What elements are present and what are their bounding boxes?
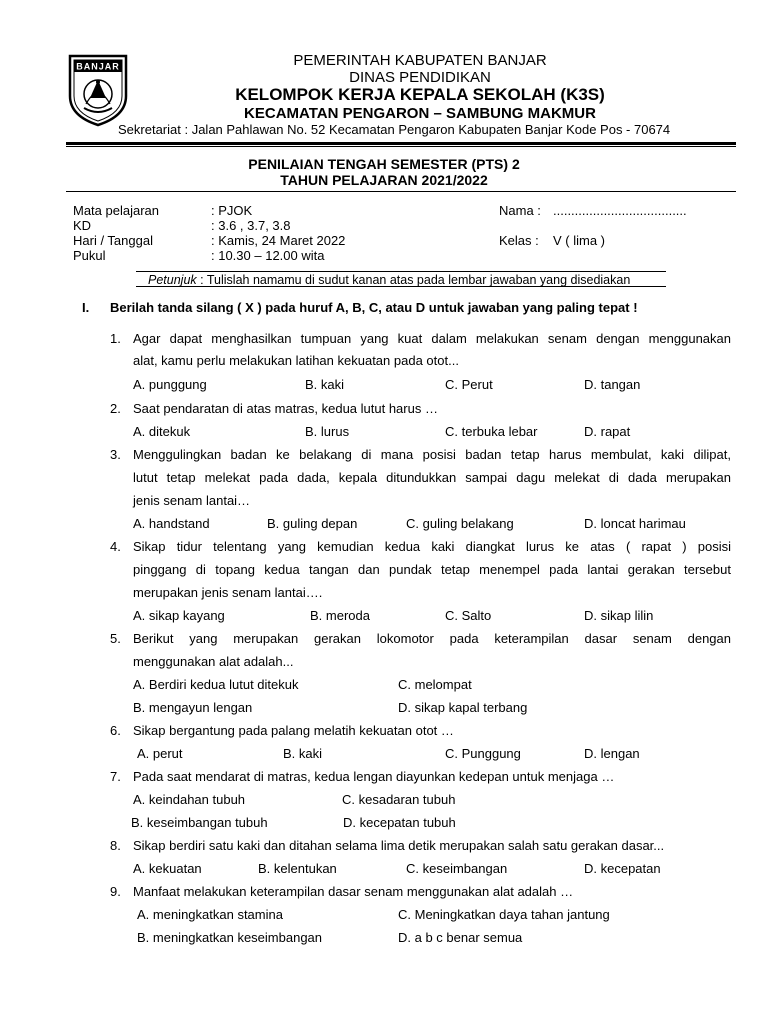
- answer-option[interactable]: B. keseimbangan tubuh: [131, 815, 268, 830]
- class-label: Kelas :: [499, 233, 539, 248]
- question-text: alat, kamu perlu melakukan latihan kekuatan pada otot...: [133, 353, 459, 368]
- answer-option[interactable]: D. kecepatan: [584, 861, 661, 876]
- question-text: Sikap berdiri satu kaki dan ditahan selama lima detik merupakan salah satu gerakan dasar...: [133, 838, 665, 853]
- header-address: Sekretariat : Jalan Pahlawan No. 52 Kecamatan Pengaron Kabupaten Banjar Kode Pos - 70674: [118, 122, 671, 137]
- time-value: : 10.30 – 12.00 wita: [211, 248, 325, 263]
- answer-option[interactable]: D. tangan: [584, 377, 641, 392]
- question-text: jenis senam lantai…: [133, 493, 251, 508]
- class-value: V ( lima ): [553, 233, 605, 248]
- answer-option[interactable]: A. sikap kayang: [133, 608, 225, 623]
- answer-option[interactable]: A. punggung: [133, 377, 207, 392]
- day-label: Hari / Tanggal: [73, 233, 153, 248]
- answer-option[interactable]: B. kaki: [283, 746, 323, 761]
- header-government: PEMERINTAH KABUPATEN BANJAR: [293, 52, 547, 69]
- name-label: Nama :: [499, 203, 541, 218]
- answer-option[interactable]: D. sikap kapal terbang: [398, 700, 528, 715]
- answer-option[interactable]: A. handstand: [133, 516, 210, 531]
- time-label: Pukul: [73, 248, 106, 263]
- answer-option[interactable]: C. Salto: [445, 608, 492, 623]
- question-number: 5.: [110, 631, 121, 646]
- question-number: 2.: [110, 401, 121, 416]
- answer-option[interactable]: A. keindahan tubuh: [133, 792, 246, 807]
- kd-value: : 3.6 , 3.7, 3.8: [211, 218, 291, 233]
- answer-option[interactable]: D. lengan: [584, 746, 640, 761]
- name-field[interactable]: .....................................: [553, 203, 687, 218]
- day-value: : Kamis, 24 Maret 2022: [211, 233, 346, 248]
- answer-option[interactable]: B. mengayun lengan: [133, 700, 253, 715]
- answer-option[interactable]: B. kaki: [305, 377, 345, 392]
- answer-option[interactable]: D. sikap lilin: [584, 608, 654, 623]
- exam-year: TAHUN PELAJARAN 2021/2022: [280, 172, 488, 188]
- answer-option[interactable]: B. lurus: [305, 424, 350, 439]
- question-text: Sikap bergantung pada palang melatih kekuatan otot …: [133, 723, 454, 738]
- answer-option[interactable]: C. kesadaran tubuh: [342, 792, 456, 807]
- answer-option[interactable]: C. melompat: [398, 677, 472, 692]
- answer-option[interactable]: D. rapat: [584, 424, 631, 439]
- section-heading: [82, 300, 638, 315]
- header-organization: KELOMPOK KERJA KEPALA SEKOLAH (K3S): [235, 85, 605, 104]
- question-number: 9.: [110, 884, 121, 899]
- question-number: 4.: [110, 539, 121, 554]
- answer-option[interactable]: C. Perut: [445, 377, 493, 392]
- answer-option[interactable]: B. meningkatkan keseimbangan: [137, 930, 323, 945]
- title-divider: [66, 191, 736, 192]
- header-divider-thin: [66, 146, 736, 147]
- answer-option[interactable]: C. Punggung: [445, 746, 521, 761]
- instruction-box: [136, 271, 666, 287]
- question-number: 8.: [110, 838, 121, 853]
- answer-option[interactable]: D. kecepatan tubuh: [343, 815, 456, 830]
- answer-option[interactable]: C. guling belakang: [406, 516, 514, 531]
- answer-option[interactable]: C. Meningkatkan daya tahan jantung: [398, 907, 610, 922]
- question-text: pinggang di topang kedua tangan dan pundak tetap menempel pada lantai gerakan tersebut: [133, 562, 731, 577]
- kd-label: KD: [73, 218, 92, 233]
- answer-option[interactable]: C. terbuka lebar: [445, 424, 538, 439]
- answer-option[interactable]: B. meroda: [310, 608, 370, 623]
- question-number: 6.: [110, 723, 121, 738]
- answer-option[interactable]: A. ditekuk: [133, 424, 191, 439]
- banjar-logo-icon: [66, 52, 130, 128]
- question-number: 3.: [110, 447, 121, 462]
- question-text: merupakan jenis senam lantai….: [133, 585, 323, 600]
- question-text: Saat pendaratan di atas matras, kedua lutut harus …: [133, 401, 438, 416]
- section-number: I.: [82, 300, 90, 315]
- question-text: Pada saat mendarat di matras, kedua lengan diayunkan kedepan untuk menjaga …: [133, 769, 615, 784]
- question-number: 1.: [110, 331, 121, 346]
- subject-value: : PJOK: [211, 203, 253, 218]
- answer-option[interactable]: D. loncat harimau: [584, 516, 686, 531]
- answer-option[interactable]: D. a b c benar semua: [398, 930, 523, 945]
- section-title: Berilah tanda silang ( X ) pada huruf A, B, C, atau D untuk jawaban yang paling tepat !: [110, 300, 638, 315]
- header-divider-thick: [66, 142, 736, 145]
- answer-option[interactable]: B. guling depan: [267, 516, 358, 531]
- question-text: Manfaat melakukan keterampilan dasar senam menggunakan alat adalah …: [133, 884, 574, 899]
- exam-title: PENILAIAN TENGAH SEMESTER (PTS) 2: [248, 156, 520, 172]
- answer-option[interactable]: A. perut: [137, 746, 183, 761]
- answer-option[interactable]: A. meningkatkan stamina: [137, 907, 283, 922]
- instruction-text: : Tulislah namamu di sudut kanan atas pada lembar jawaban yang disediakan: [200, 273, 631, 287]
- question-text: Menggulingkan badan ke belakang di mana posisi badan tetap harus membulat, kaki dilipat,: [133, 447, 731, 462]
- answer-option[interactable]: C. keseimbangan: [406, 861, 508, 876]
- logo-text: BANJAR: [76, 61, 120, 72]
- question-text: menggunakan alat adalah...: [133, 654, 294, 669]
- answer-option[interactable]: B. kelentukan: [258, 861, 337, 876]
- question-text: lutut tetap melekat pada dada, kepala ditundukkan sampai dagu melekat di dada merupakan: [133, 470, 731, 485]
- header-district: KECAMATAN PENGARON – SAMBUNG MAKMUR: [244, 105, 596, 122]
- subject-label: Mata pelajaran: [73, 203, 159, 218]
- question-text: Berikut yang merupakan gerakan lokomotor pada keterampilan dasar senam dengan: [133, 631, 731, 646]
- header-department: DINAS PENDIDIKAN: [349, 69, 491, 86]
- question-number: 7.: [110, 769, 121, 784]
- question-text: Agar dapat menghasilkan tumpuan yang kuat dalam melakukan senam dengan menggunakan: [133, 331, 731, 346]
- answer-option[interactable]: A. Berdiri kedua lutut ditekuk: [133, 677, 299, 692]
- question-text: Sikap tidur telentang yang kemudian kedua kaki diangkat lurus ke atas ( rapat ) posisi: [133, 539, 731, 554]
- instruction-label: Petunjuk: [148, 273, 197, 287]
- answer-option[interactable]: A. kekuatan: [133, 861, 202, 876]
